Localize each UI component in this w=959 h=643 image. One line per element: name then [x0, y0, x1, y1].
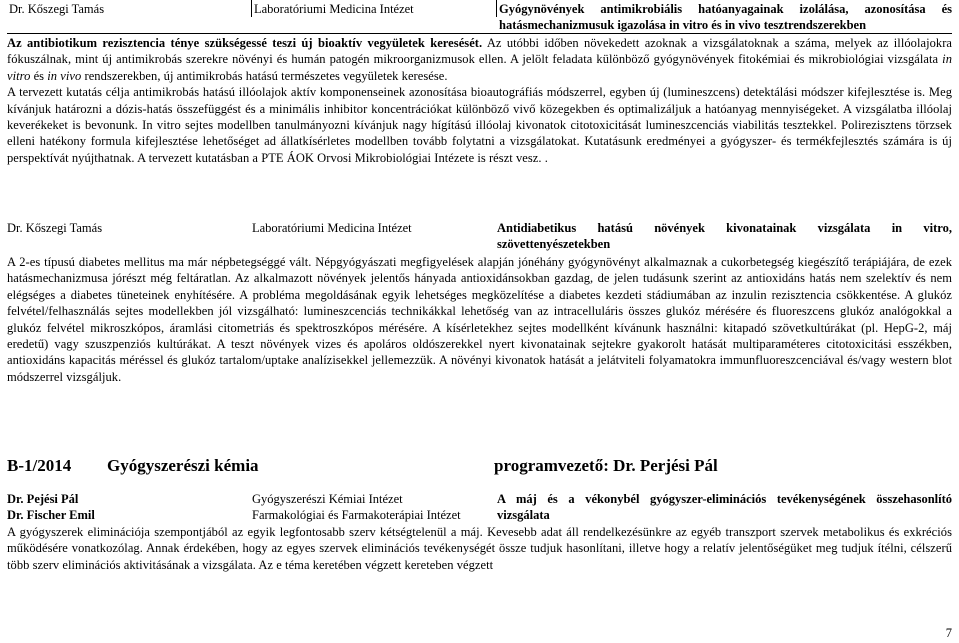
section-1-header [7, 0, 952, 34]
section-2-body: A 2-es típusú diabetes mellitus ma már népbetegséggé vált. Népgyógyászati megfigyelések alapján jónéhány gyógynövényt alkalmaznak a cukorbetegség kiegészítő terápiájára, de ezek hatásmechanizmusa jórészt még feltáratlan. Az alkalmazott növények jelentős hányada antioxidánsokban gazdag, de jelen tudásunk szerint az antioxidáns hatás nem szelektív és nem elégséges a diabetes tüneteinek enyhítésére. A probléma megoldásának egyik lehetséges megközelítése a diabetes kezdeti stádiumában az inzulin rezisztencia csökkentése. A glukóz felvétel/felhasználás sejtes modellekben jól vizsgálható: lumineszcenciás technikákkal lehetőség van az intracelluláris összes glukóz mérésére és fluoreszcens glukóz analógokkal a glukóz felvétel mikroszkópos, áramlási citometriás és spektroszkópos mérésére. A kísérletekhez sejtes modellként kívánunk használni: kitapadó szövetkultúrákat (pl. HepG-2, máj eredetű) vagy szuszpenziós kultúrákat. A teszt növények vizes és apoláros oldószerekkel nyert kivonatainak sejtekre gyakorolt hatását multiparaméteres citotoxicitási esszékben, antioxidáns kapacitás méréssel és glukóz tartalom/uptake analízisekkel jellemezzük. A növényi kivonatok hatását a jelátviteli folyamatokra immunfluoreszcenciával és/vagy western blot módszerrel vizsgáljuk. [7, 255, 952, 384]
s1-p2d: In vitro sejtes modellben tanulmányozni kívánjuk nagy hígítású illóolaj kivonatok citotoxicitását lumineszcenciás viabilitás tesztekkel. [137, 118, 837, 133]
s1-p1c-it1: in vitro [7, 52, 952, 83]
section-1-title [497, 0, 952, 33]
s1-p2a: A tervezett kutatás célja antimikrobás hatású illóolajok aktív komponenseinek azonosítása bioautográfiás módszerrel, egyben új (lumineszcens) detektálási módszer kifejlesztése is. [7, 85, 926, 100]
program-title: Gyógyszerészi kémia [107, 456, 259, 475]
s1-p1c-end: rendszerekben, új antimikrobás hatású természetes vegyületek keresése. [81, 68, 448, 83]
section-2-author: Dr. Kőszegi Tamás [7, 221, 103, 235]
program-code: B-1/2014 [7, 456, 72, 475]
s1-p2g: A tervezett kutatásban a PTE ÁOK Orvosi Mikrobiológiai Intézete is részt vesz. . [134, 150, 548, 165]
section-2-institute: Laboratóriumi Medicina Intézet [252, 221, 412, 235]
s1-p2f: Kutatásunk eredményei a gyógyszer- és termékfejlesztés számára is új perspektívát nyújthatnak. [7, 134, 953, 165]
section-2-title: Antidiabetikus hatású növények kivonatainak vizsgálata in vitro, szövettenyészetekben [497, 221, 952, 251]
section-3-author-1: Dr. Pejési Pál [7, 492, 79, 506]
section-1-body [7, 35, 952, 166]
section-3-authors [7, 491, 252, 523]
section-3-inst-1: Gyógyszerészi Kémiai Intézet [252, 492, 403, 506]
section-3-body: A gyógyszerek eliminációja szempontjából az egyik legfontosabb szerv kétségtelenül a máj. Kevesebb adat áll rendelkezésünkre az egyéb transzport szervek metabolikus és exkréciós működésére vonatkozólag. Annak érdekében, hogy az egyes szervek eliminációs tevékenységét össze tudjuk hasonlítani, illetve hogy a relatív jelentőségüket meg tudjuk ítélni, célszerű több szerv eliminációs aktivitásának a vizsgálata. Az e téma keretében végzett kereteben végzett [7, 525, 952, 572]
page-number: 7 [945, 626, 952, 640]
section-3-institutes [252, 491, 497, 523]
s1-p1b: Az utóbbi időben növekedett azoknak a vizsgálatoknak a száma, melyek az illóolajokra fókuszálnak, mint új antimikrobás szerekre növényi és humán patogén mikroorganizmusok ellen. [7, 36, 953, 67]
s1-p1a: Az antibiotikum rezisztencia ténye szükségessé teszi új bioaktív vegyületek keresését. [7, 36, 483, 50]
s1-p1c-it2: in vivo [47, 68, 82, 83]
section-3-author-2: Dr. Fischer Emil [7, 508, 95, 522]
section-1 [7, 0, 952, 166]
section-1-author: Dr. Kőszegi Tamás [7, 0, 252, 17]
s1-p1c-and: és [30, 68, 48, 83]
section-3-inst-2: Farmakológiai és Farmakoterápiai Intézet [252, 508, 461, 522]
s1-p2c: A vizsgálatba illóolaj keverékeket is bevonunk. [7, 101, 953, 133]
s1-p2e: Polirezisztens törzsek elleni hatékony formula kifejlesztése lehetőséget ad állatkísérletes modellben tovább folytatni a vizsgálatokat. [7, 118, 952, 149]
section-3-title: A máj és a vékonybél gyógyszer-eliminációs tevékenységének összehasonlító vizsgálata [497, 492, 952, 522]
section-3-header [7, 491, 952, 523]
section-3 [7, 491, 952, 573]
s1-p2b: Meg kívánjuk határozni a dózis-hatás összefüggést és a minimális inhibitor koncentrációkat különböző vivő közegekben és optimalizáljuk a hatóanyag mennyiségeket. [7, 85, 952, 116]
section-2-header [7, 220, 952, 252]
s1-p1c: A jelölt feladata különböző gyógynövények fitokémiai és mikrobiológiai vizsgálata [506, 52, 943, 67]
section-1-title-text: Gyógynövények antimikrobiális hatóanyagainak izolálása, azonosítása és hatásmechanizmusuk igazolása in vitro és in vivo tesztrendszerekben [499, 2, 952, 32]
program-leader: programvezető: Dr. Perjési Pál [494, 456, 718, 475]
section-1-institute: Laboratóriumi Medicina Intézet [252, 0, 497, 17]
section-2 [7, 220, 952, 385]
